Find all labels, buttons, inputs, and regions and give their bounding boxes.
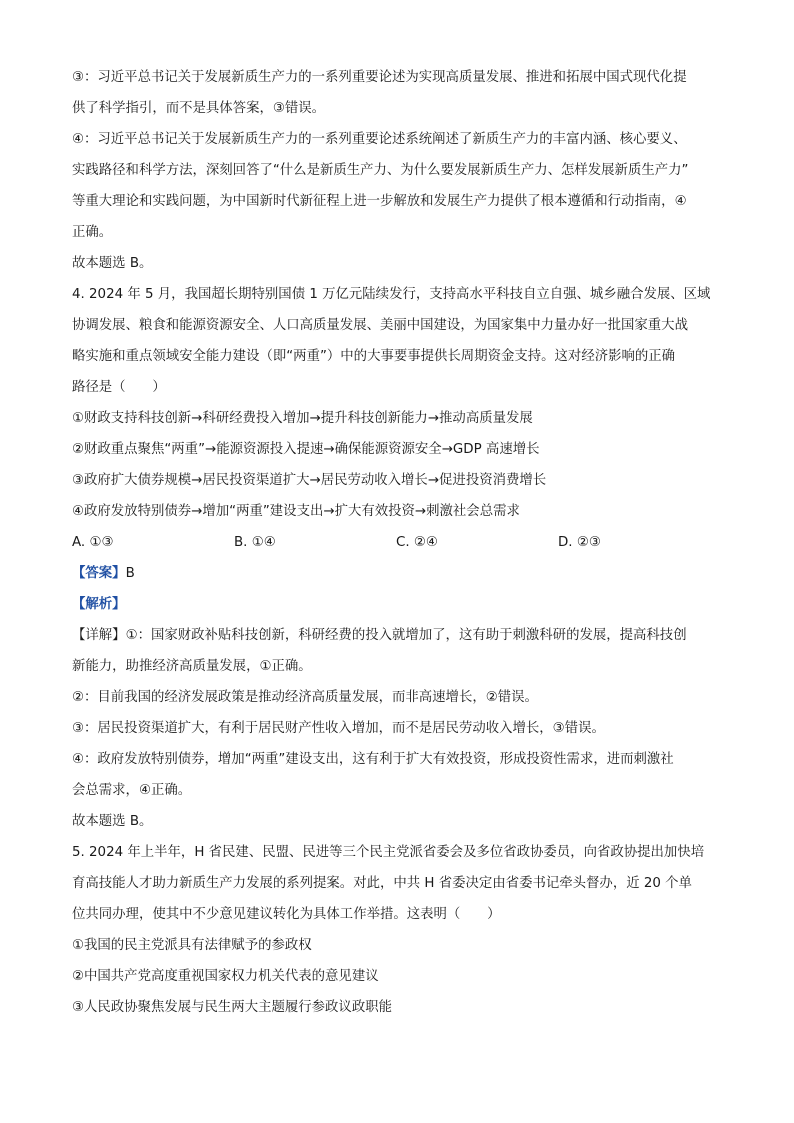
text-line: ③：居民投资渠道扩大，有利于居民财产性收入增加，而不是居民劳动收入增长，③错误。 — [72, 721, 605, 736]
question-4-stem: 4. 2024 年 5 月，我国超长期特别国债 1 万亿元陆续发行，支持高水平科技自立自强、城乡融合发展、区域 — [72, 287, 711, 302]
statement-1: ①我国的民主党派具有法律赋予的参政权 — [72, 938, 312, 953]
analysis-line — [72, 589, 732, 620]
text-line: 等重大理论和实践问题，为中国新时代新征程上进一步解放和发展生产力提供了根本遵循和行动指南，④ — [72, 194, 687, 209]
statement-1: ①财政支持科技创新→科研经费投入增加→提升科技创新能力→推动高质量发展 — [72, 411, 533, 426]
option-c: C. ②④ — [396, 535, 438, 550]
text-line: 略实施和重点领域安全能力建设（即“两重”）中的大事要事提供长周期资金支持。这对经济影响的正确 — [72, 349, 676, 364]
text-line: 正确。 — [72, 225, 113, 240]
statement-2: ②财政重点聚焦“两重”→能源资源投入提速→确保能源资源安全→GDP 高速增长 — [72, 442, 540, 457]
answer-line — [72, 558, 732, 589]
text-line: 育高技能人才助力新质生产力发展的系列提案。对此，中共 H 省委决定由省委书记牵头督办，近 20 个单 — [72, 876, 692, 891]
text-line: 实践路径和科学方法，深刻回答了“什么是新质生产力、为什么要发展新质生产力、怎样发展新质生产力” — [72, 163, 689, 178]
text-line: ④：习近平总书记关于发展新质生产力的一系列重要论述系统阐述了新质生产力的丰富内涵、核心要义、 — [72, 132, 687, 147]
text-line: 协调发展、粮食和能源资源安全、人口高质量发展、美丽中国建设，为国家集中力量办好一批国家重大战 — [72, 318, 688, 333]
text-line: 路径是（ ） — [72, 380, 166, 395]
option-a: A. ①③ — [72, 535, 114, 550]
text-line: 供了科学指引，而不是具体答案，③错误。 — [72, 101, 326, 116]
answer-value: B — [125, 566, 135, 581]
detail-line — [72, 620, 732, 651]
option-b: B. ①④ — [234, 535, 276, 550]
text-line: 新能力，助推经济高质量发展，①正确。 — [72, 659, 312, 674]
option-d: D. ②③ — [558, 535, 601, 550]
answer-tag: 【答案】 — [72, 566, 126, 581]
statement-3: ③政府扩大债券规模→居民投资渠道扩大→居民劳动收入增长→促进投资消费增长 — [72, 473, 547, 488]
analysis-tag: 【解析】 — [72, 597, 126, 612]
statement-2: ②中国共产党高度重视国家权力机关代表的意见建议 — [72, 969, 379, 984]
document-page — [72, 62, 732, 1023]
text-line: 故本题选 B。 — [72, 814, 153, 829]
text-line: ③：习近平总书记关于发展新质生产力的一系列重要论述为实现高质量发展、推进和拓展中国式现代化提 — [72, 70, 687, 85]
answer-options — [72, 527, 732, 558]
statement-3: ③人民政协聚焦发展与民生两大主题履行参政议政职能 — [72, 1000, 392, 1015]
detail-tag: 【详解】 — [72, 628, 126, 643]
text-line: 位共同办理，使其中不少意见建议转化为具体工作举措。这表明（ ） — [72, 907, 501, 922]
text-line: 会总需求，④正确。 — [72, 783, 192, 798]
question-5-stem: 5. 2024 年上半年，H 省民建、民盟、民进等三个民主党派省委会及多位省政协委员，向省政协提出加快培 — [72, 845, 705, 860]
detail-text: ①：国家财政补贴科技创新，科研经费的投入就增加了，这有助于刺激科研的发展，提高科技创 — [125, 628, 687, 643]
text-line: ②：目前我国的经济发展政策是推动经济高质量发展，而非高速增长，②错误。 — [72, 690, 538, 705]
text-line: ④：政府发放特别债券，增加“两重”建设支出，这有利于扩大有效投资，形成投资性需求，进而刺激社 — [72, 752, 674, 767]
statement-4: ④政府发放特别债券→增加“两重”建设支出→扩大有效投资→刺激社会总需求 — [72, 504, 520, 519]
text-line: 故本题选 B。 — [72, 256, 153, 271]
